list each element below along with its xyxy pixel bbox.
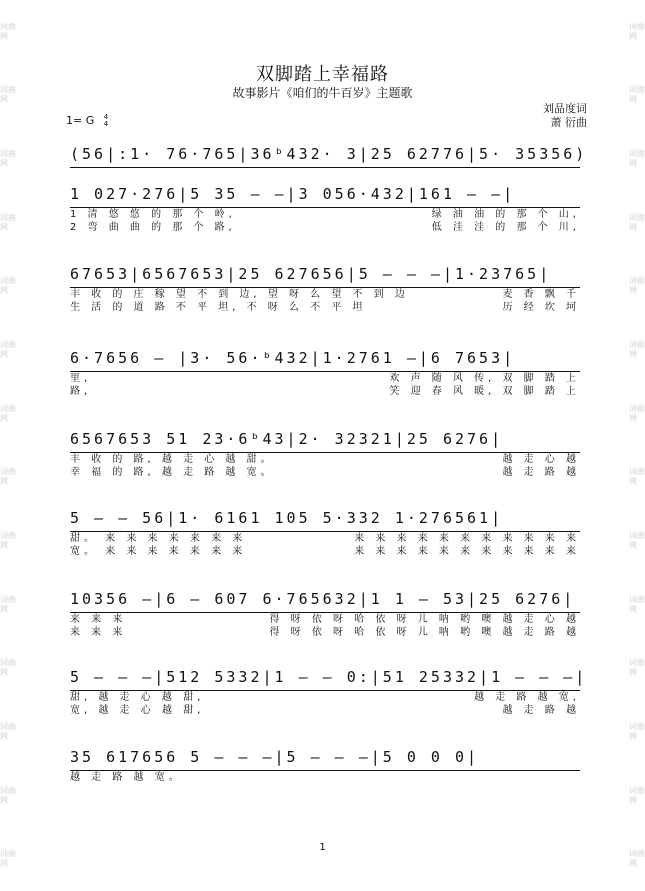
score-system	[70, 507, 580, 558]
watermark-right: 词曲网 词曲网 词曲网 词曲网 词曲网 词曲网 词曲网 词曲网 词曲网 词曲网 词曲网 词曲网 词曲网 词曲网	[629, 21, 645, 869]
watermark-left: 词曲网 词曲网 词曲网 词曲网 词曲网 词曲网 词曲网 词曲网 词曲网 词曲网 词曲网 词曲网 词曲网 词曲网	[0, 21, 16, 869]
lyric-right: 绿 油 油 的 那 个 山,	[431, 209, 580, 220]
note-line: 6·7656 — |3· 56·ᵇ432|1·2761 —|6 7653|	[70, 349, 516, 367]
key-label: 1= G	[66, 114, 95, 127]
lyric-line	[70, 453, 580, 466]
note-line: 1 027·276|5 35 — —|3 056·432|161 — —|	[70, 185, 516, 203]
time-bottom: 4	[103, 120, 109, 128]
score-system	[70, 347, 580, 398]
lyric-left: 路,	[70, 386, 92, 397]
note-line: 6567653 51 23·6ᵇ43|2· 32321|25 6276|	[70, 430, 504, 448]
lyric-line	[70, 301, 580, 314]
score-system	[70, 746, 580, 784]
lyric-right: 低 洼 洼 的 那 个 川,	[431, 222, 580, 233]
lyric-left: 1 清 悠 悠 的 那 个 岭,	[70, 209, 236, 220]
score-system	[70, 588, 580, 639]
score-system	[70, 263, 580, 314]
lyric-left: 宽。 来 来 来 来 来 来 来	[70, 546, 247, 557]
lyric-left: 2 弯 曲 曲 的 那 个 路,	[70, 222, 236, 233]
key-signature	[66, 114, 108, 128]
lyric-line	[70, 288, 580, 301]
lyric-left: 越 走 路 越 宽。	[70, 772, 183, 783]
note-line: 67653|6567653|25 627656|5 — — —|1·23765|	[70, 265, 552, 283]
note-line: (56|:1· 76·765|36ᵇ432· 3|25 62776|5· 35356)	[70, 145, 588, 163]
lyric-left: 来 来 来	[70, 627, 127, 638]
lyric-left: 来 来 来	[70, 614, 127, 625]
score-system	[70, 183, 580, 234]
lyric-line	[70, 372, 580, 385]
time-top: 4	[103, 113, 109, 121]
lyric-left: 宽, 越 走 心 越 甜,	[70, 705, 205, 716]
lyric-line	[70, 532, 580, 545]
lyric-line	[70, 545, 580, 558]
lyric-right: 越 走 心 越	[502, 454, 580, 465]
song-title: 双脚踏上幸福路	[256, 64, 389, 85]
score-system	[70, 428, 580, 479]
lyric-line	[70, 771, 580, 784]
lyric-left: 里,	[70, 373, 92, 384]
score-system	[70, 143, 588, 168]
note-line: 10356 —|6 — 607 6·765632|1 1 — 53|25 6276|	[70, 590, 576, 608]
lyric-left: 甜, 越 走 心 越 甜,	[70, 692, 205, 703]
song-subtitle: 故事影片《咱们的牛百岁》主题歌	[232, 86, 413, 100]
lyric-right: 越 走 路 越	[502, 467, 580, 478]
lyric-right: 得 呀 依 呀 哈 依 呀 儿 呐 哟 噢 越 走 心 越	[269, 614, 580, 625]
page-number: 1	[319, 842, 326, 853]
lyric-right: 得 呀 依 呀 哈 依 呀 儿 呐 哟 噢 越 走 路 越	[269, 627, 580, 638]
lyric-right: 越 走 路 越 宽,	[474, 692, 580, 703]
lyric-left: 幸 福 的 路, 越 走 路 越 宽。	[70, 467, 275, 478]
lyric-line	[70, 221, 580, 234]
lyric-right: 越 走 路 越	[502, 705, 580, 716]
lyric-right: 欢 声 随 风 传, 双 脚 踏 上	[389, 373, 580, 384]
note-line: 5 — — —|512 5332|1 — — 0:|51 25332|1 — — —|	[70, 668, 588, 686]
lyric-right: 麦 香 飘 千	[502, 289, 580, 300]
time-signature	[104, 114, 108, 128]
lyricist-credit: 刘品度词	[543, 102, 587, 115]
lyric-line	[70, 385, 580, 398]
lyric-left: 丰 收 的 庄 稼 望 不 到 边, 望 呀 么 望 不 到 边	[70, 289, 409, 300]
note-line: 35 617656 5 — — —|5 — — —|5 0 0 0|	[70, 748, 480, 766]
lyric-right: 来 来 来 来 来 来 来 来 来 来 来	[354, 546, 580, 557]
composer-credit: 萧 衍曲	[550, 116, 587, 129]
lyric-line	[70, 704, 580, 717]
lyric-left: 生 活 的 道 路 不 平 坦, 不 呀 么 不 平 坦	[70, 302, 367, 313]
lyric-left: 甜。 来 来 来 来 来 来 来	[70, 533, 247, 544]
score-system	[70, 666, 588, 717]
lyric-left: 丰 收 的 路, 越 走 心 越 甜。	[70, 454, 275, 465]
note-line: 5 — — 56|1· 6161 105 5·332 1·276561|	[70, 509, 504, 527]
lyric-right: 来 来 来 来 来 来 来 来 来 来 来	[354, 533, 580, 544]
lyric-right: 历 经 坎 坷	[502, 302, 580, 313]
lyric-line	[70, 208, 580, 221]
lyric-line	[70, 691, 580, 704]
lyric-right: 笑 迎 春 风 暖, 双 脚 踏 上	[389, 386, 580, 397]
lyric-line	[70, 626, 580, 639]
lyric-line	[70, 466, 580, 479]
lyric-line	[70, 613, 580, 626]
